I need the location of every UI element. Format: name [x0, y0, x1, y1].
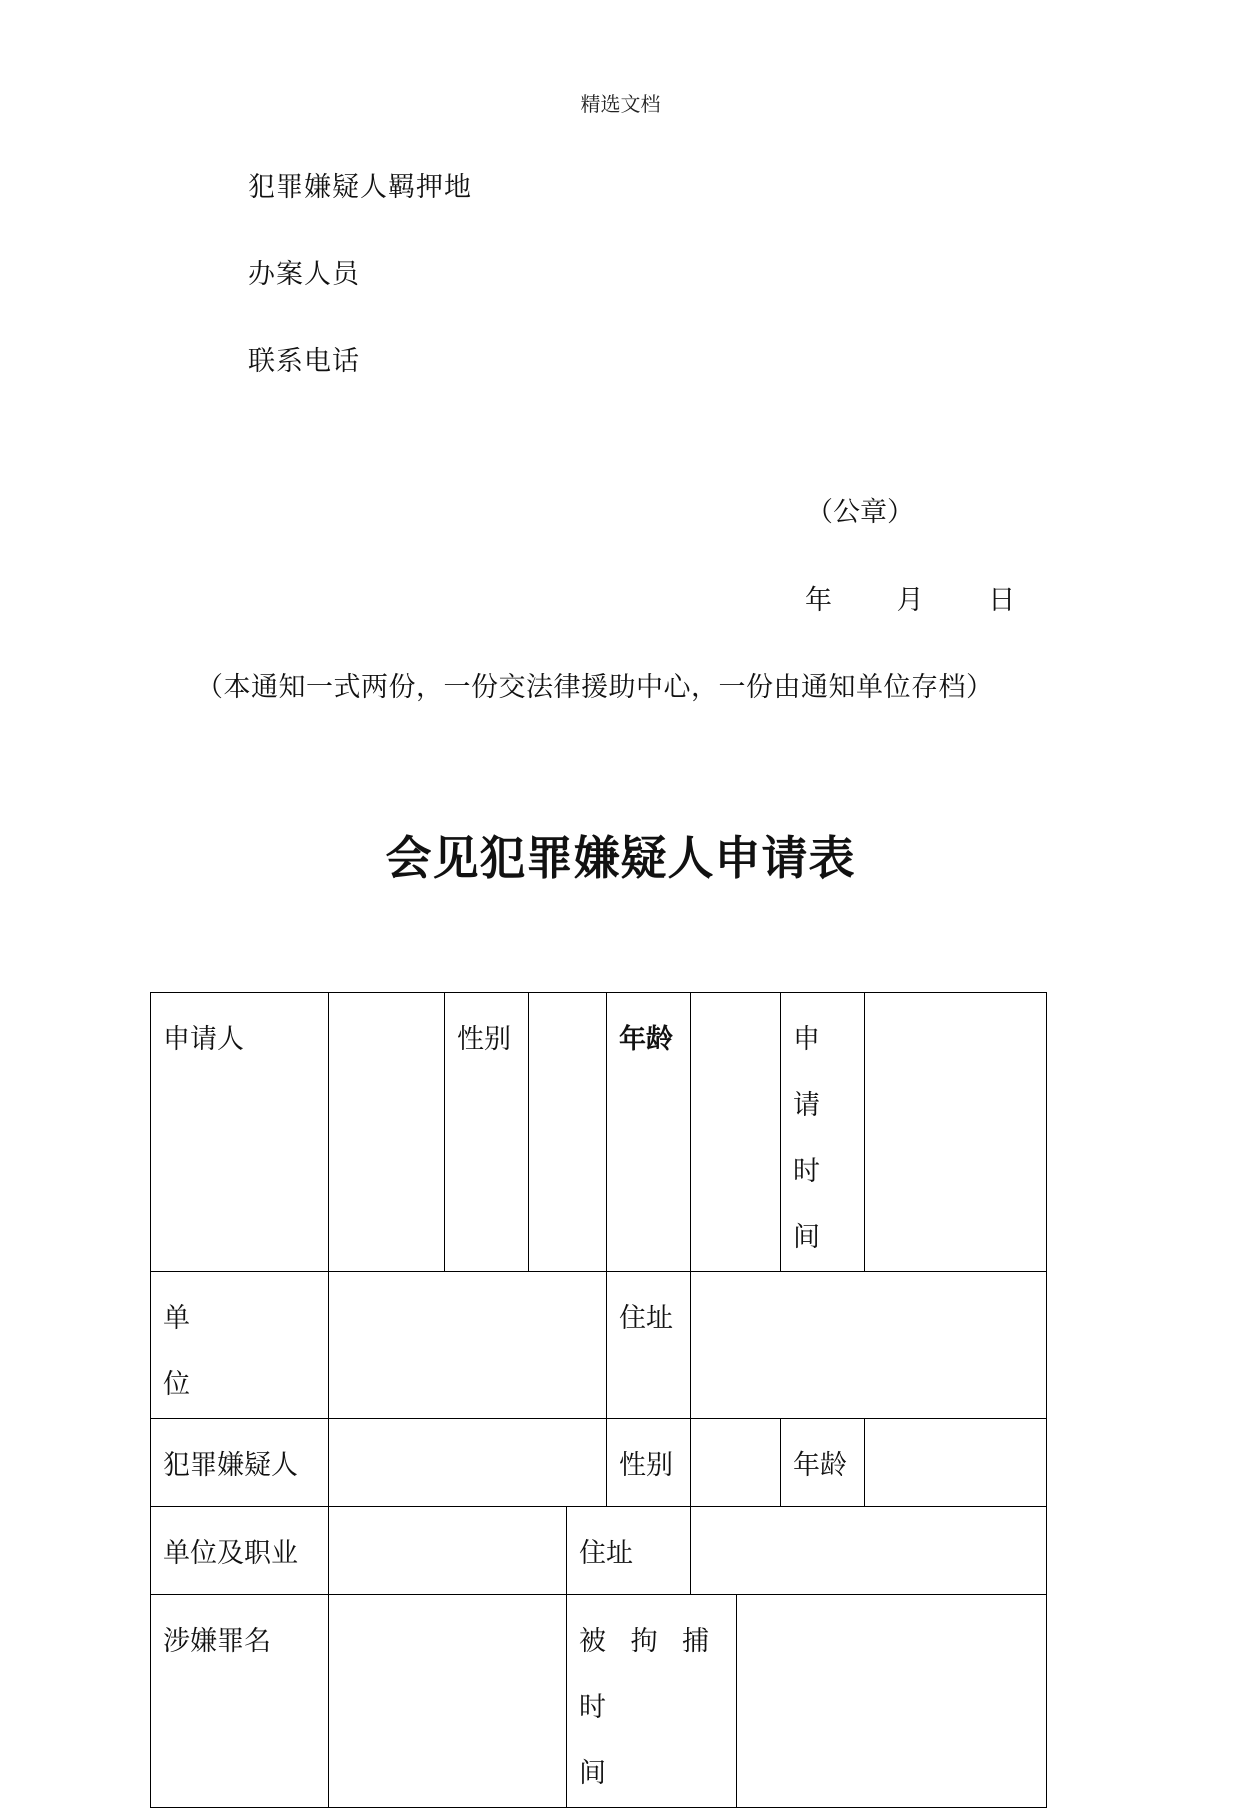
apply-time-label — [781, 993, 865, 1272]
suspect-gender-label: 性别 — [607, 1419, 691, 1507]
apply-time-label-line1: 申 请 时 — [793, 1024, 828, 1187]
arrest-time-label-line2: 间 — [579, 1758, 614, 1789]
field-detention-place: 犯罪嫌疑人羁押地 — [248, 172, 472, 203]
unit-occupation-label: 单位及职业 — [151, 1507, 329, 1595]
address-value-cell[interactable] — [691, 1272, 1047, 1419]
address-label: 住址 — [607, 1272, 691, 1419]
unit-value-cell[interactable] — [329, 1272, 607, 1419]
date-month: 月 — [896, 585, 924, 616]
gender-label: 性别 — [445, 993, 529, 1272]
apply-time-value-cell[interactable] — [865, 993, 1047, 1272]
page-header-note: 精选文档 — [580, 92, 661, 116]
date-day: 日 — [988, 585, 1016, 616]
arrest-time-label-line1: 被 拘 捕 时 — [579, 1626, 718, 1723]
suspect-value-cell[interactable] — [329, 1419, 607, 1507]
applicant-value-cell[interactable] — [329, 993, 445, 1272]
age-value-cell[interactable] — [691, 993, 781, 1272]
arrest-time-label — [567, 1595, 737, 1808]
charge-value-cell[interactable] — [329, 1595, 567, 1808]
suspect-gender-value-cell[interactable] — [691, 1419, 781, 1507]
unit-label: 单 位 — [151, 1272, 329, 1419]
suspect-age-label: 年龄 — [781, 1419, 865, 1507]
table-row — [151, 1595, 1047, 1808]
field-case-officer: 办案人员 — [248, 259, 360, 290]
charge-label: 涉嫌罪名 — [151, 1595, 329, 1808]
form-title: 会见犯罪嫌疑人申请表 — [385, 831, 856, 885]
address2-label: 住址 — [567, 1507, 691, 1595]
suspect-age-value-cell[interactable] — [865, 1419, 1047, 1507]
apply-time-label-line2: 间 — [793, 1222, 828, 1253]
table-row — [151, 1272, 1047, 1419]
application-form-table — [150, 992, 1047, 1808]
table-row — [151, 993, 1047, 1272]
gender-value-cell[interactable] — [529, 993, 607, 1272]
suspect-label: 犯罪嫌疑人 — [151, 1419, 329, 1507]
age-label: 年龄 — [607, 993, 691, 1272]
copies-notice: （本通知一式两份，一份交法律援助中心，一份由通知单位存档） — [196, 672, 994, 703]
field-contact-phone: 联系电话 — [248, 346, 360, 377]
table-row — [151, 1419, 1047, 1507]
unit-occupation-value-cell[interactable] — [329, 1507, 567, 1595]
address2-value-cell[interactable] — [691, 1507, 1047, 1595]
official-seal-label: （公章） — [806, 497, 914, 528]
arrest-time-value-cell[interactable] — [737, 1595, 1047, 1808]
date-year: 年 — [805, 585, 832, 616]
date-line — [805, 578, 1015, 617]
table-row — [151, 1507, 1047, 1595]
applicant-label: 申请人 — [151, 993, 329, 1272]
